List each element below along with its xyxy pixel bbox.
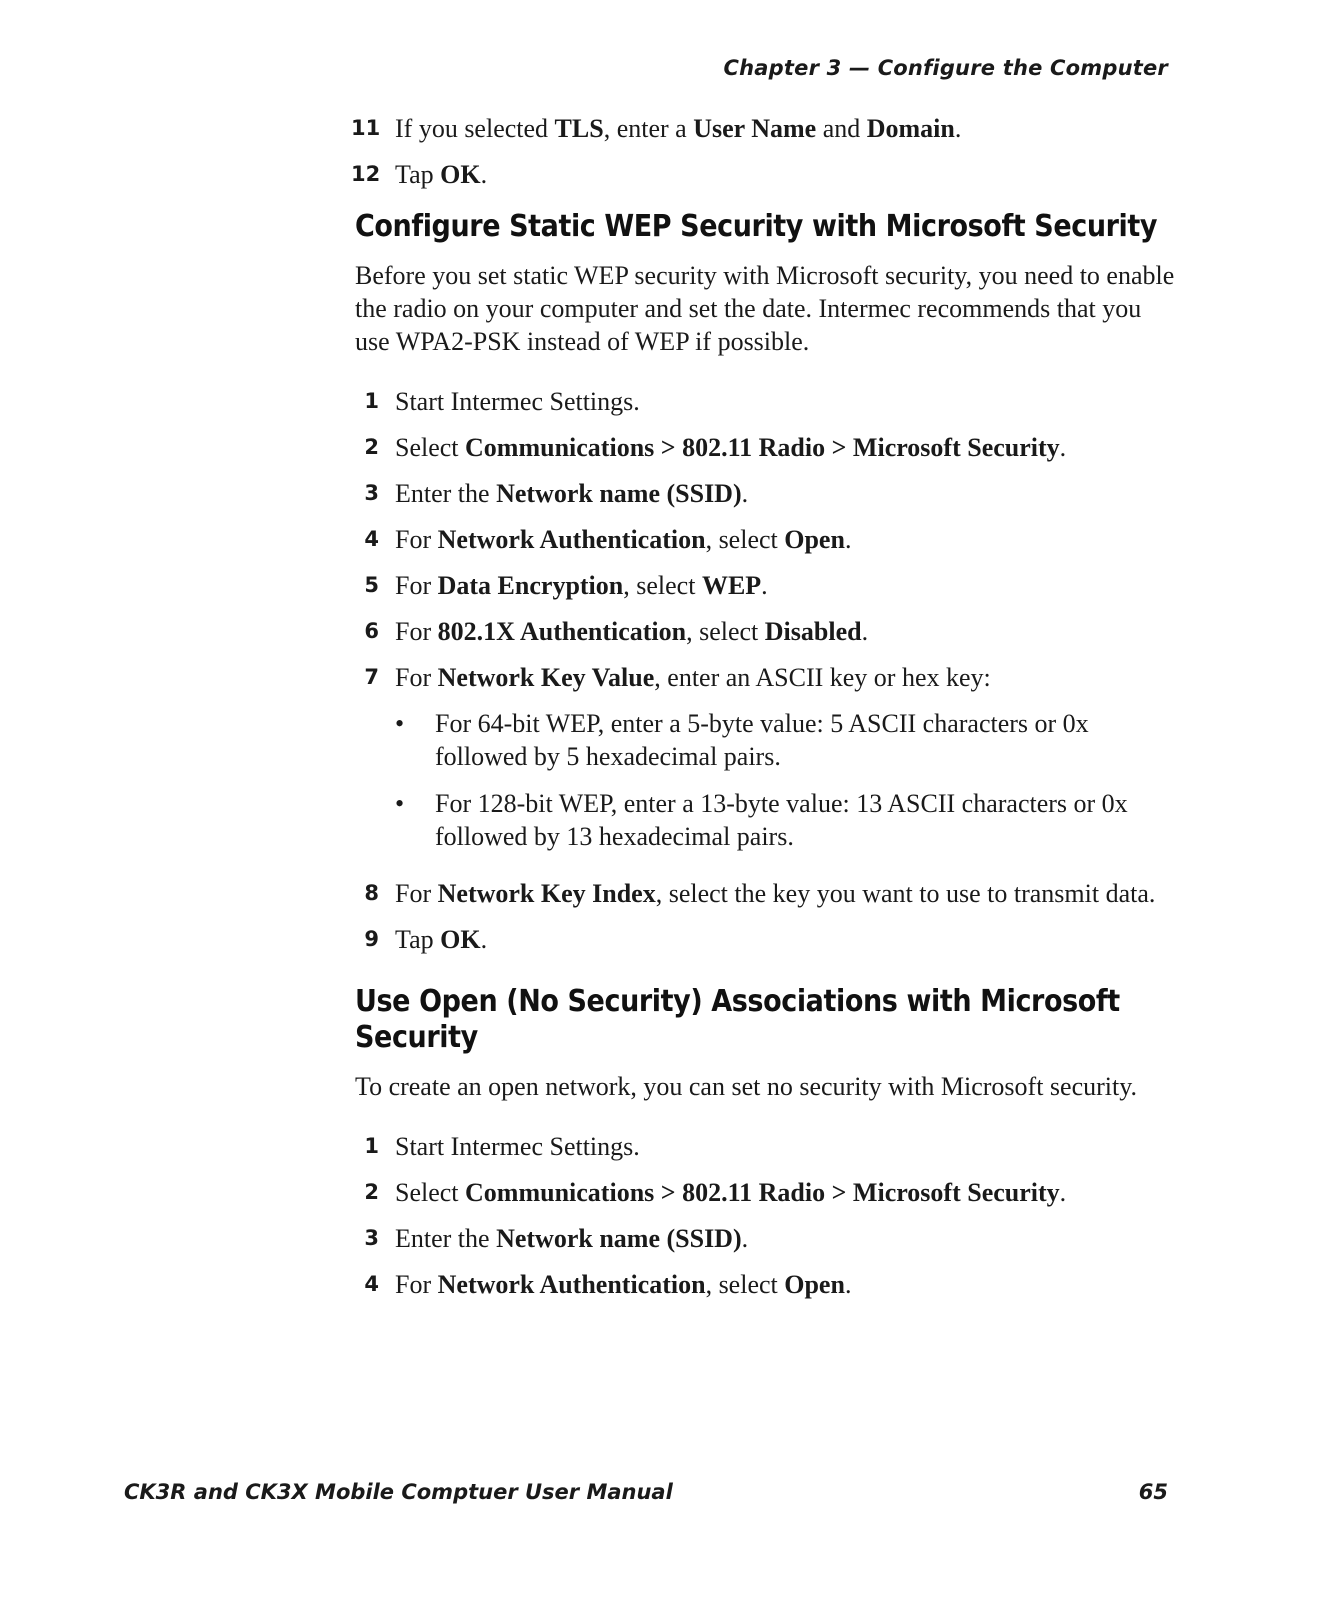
bullet-icon: • [395, 789, 405, 818]
step-text: For [395, 525, 438, 554]
page-footer [124, 1480, 1168, 1504]
step-text: If you selected [395, 114, 555, 143]
bullet-list [355, 707, 1175, 853]
step-text: . [741, 1224, 749, 1253]
list-item [355, 707, 1175, 773]
step-number: 9 [364, 927, 379, 951]
step-text: . [480, 160, 488, 189]
step-text: . [741, 479, 749, 508]
step-text: , enter an ASCII key or hex key: [654, 663, 991, 692]
step-bold: OK [440, 160, 481, 189]
step-text: and [816, 114, 867, 143]
step-text: . [1059, 1178, 1067, 1207]
step-text: . [1059, 433, 1067, 462]
step-number: 4 [364, 1272, 379, 1296]
step-text: , select [705, 1270, 785, 1299]
step-bold: Network Key Index [437, 879, 656, 908]
step-number: 5 [364, 573, 379, 597]
step-3 [355, 1222, 1175, 1255]
bullet-text: For 128-bit WEP, enter a 13-byte value: 13 ASCII characters or 0x followed by 13 hexadecimal pairs. [435, 789, 1128, 851]
step-bold: Open [784, 525, 845, 554]
step-4 [355, 523, 1175, 556]
step-number: 12 [351, 162, 381, 186]
step-text: For [395, 1270, 438, 1299]
section-heading-static-wep: Configure Static WEP Security with Microsoft Security [355, 209, 1158, 244]
step-number: 2 [364, 1180, 379, 1204]
step-text: For [395, 663, 438, 692]
step-text: Select [395, 433, 466, 462]
step-text: Enter the [395, 479, 497, 508]
step-number: 1 [364, 389, 379, 413]
section-intro: Before you set static WEP security with Microsoft security, you need to enable the radio on your computer and set the date. Intermec recommends that you use WPA2-PSK instead of WEP if possible. [355, 261, 1175, 356]
step-text: . [480, 925, 488, 954]
step-bold: Network Authentication [437, 1270, 706, 1299]
list-item [355, 787, 1175, 853]
step-text: . [844, 1270, 852, 1299]
page-content [351, 112, 1175, 1314]
step-bold: Open [784, 1270, 845, 1299]
step-number: 1 [364, 1134, 379, 1158]
step-bold: Network Authentication [437, 525, 706, 554]
step-bold: Disabled [764, 617, 862, 646]
step-bold: User Name [693, 114, 817, 143]
step-12 [351, 158, 1175, 191]
step-bold: Communications > 802.11 Radio > Microsoft Security [465, 433, 1060, 462]
step-number: 8 [364, 881, 379, 905]
step-bold: Network name (SSID) [496, 479, 742, 508]
step-bold: Network Key Value [437, 663, 655, 692]
manual-title: CK3R and CK3X Mobile Comptuer User Manual [124, 1480, 673, 1504]
step-text: , enter a [603, 114, 694, 143]
step-3 [355, 477, 1175, 510]
step-text: . [861, 617, 869, 646]
step-text: For [395, 571, 438, 600]
step-1 [355, 385, 1175, 418]
step-bold: OK [440, 925, 481, 954]
step-bold: WEP [701, 571, 762, 600]
step-bold: Domain [866, 114, 955, 143]
step-text: Tap [395, 160, 441, 189]
step-2 [355, 431, 1175, 464]
step-text: For [395, 879, 438, 908]
step-text: For [395, 617, 438, 646]
step-number: 11 [351, 116, 381, 140]
step-number: 4 [364, 527, 379, 551]
step-text: . [761, 571, 768, 600]
step-number: 3 [364, 481, 379, 505]
step-bold: Data Encryption [437, 571, 624, 600]
step-text: Tap [395, 925, 441, 954]
step-text: Start Intermec Settings. [395, 1132, 640, 1161]
step-text: Select [395, 1178, 466, 1207]
step-text: , select [686, 617, 765, 646]
step-7 [355, 661, 1175, 694]
step-9 [355, 923, 1175, 956]
step-text: . [844, 525, 852, 554]
step-text: , select the key you want to use to transmit data. [655, 879, 1156, 908]
step-6 [355, 615, 1175, 648]
step-4 [355, 1268, 1175, 1301]
step-bold: 802.1X Authentication [437, 617, 687, 646]
bullet-icon: • [395, 709, 405, 738]
step-text: , select [705, 525, 785, 554]
step-number: 7 [364, 665, 379, 689]
step-5 [355, 569, 1175, 602]
bullet-text: For 64-bit WEP, enter a 5-byte value: 5 ASCII characters or 0x followed by 5 hexadecimal pairs. [435, 709, 1089, 771]
running-head: Chapter 3 — Configure the Computer [723, 56, 1168, 80]
step-bold: TLS [554, 114, 604, 143]
page-number: 65 [1138, 1480, 1168, 1504]
step-number: 3 [364, 1226, 379, 1250]
step-text: Enter the [395, 1224, 497, 1253]
step-number: 2 [364, 435, 379, 459]
step-number: 6 [364, 619, 379, 643]
step-11 [351, 112, 1175, 145]
section-heading-open-associations: Use Open (No Security) Associations with Microsoft Security [355, 984, 1120, 1055]
step-bold: Communications > 802.11 Radio > Microsoft Security [465, 1178, 1060, 1207]
section-intro: To create an open network, you can set no security with Microsoft security. [355, 1072, 1138, 1101]
step-bold: Network name (SSID) [496, 1224, 742, 1253]
step-text: , select [623, 571, 702, 600]
step-text: . [954, 114, 962, 143]
step-1 [355, 1130, 1175, 1163]
step-text: Start Intermec Settings. [395, 387, 640, 416]
step-2 [355, 1176, 1175, 1209]
step-8 [355, 877, 1175, 910]
